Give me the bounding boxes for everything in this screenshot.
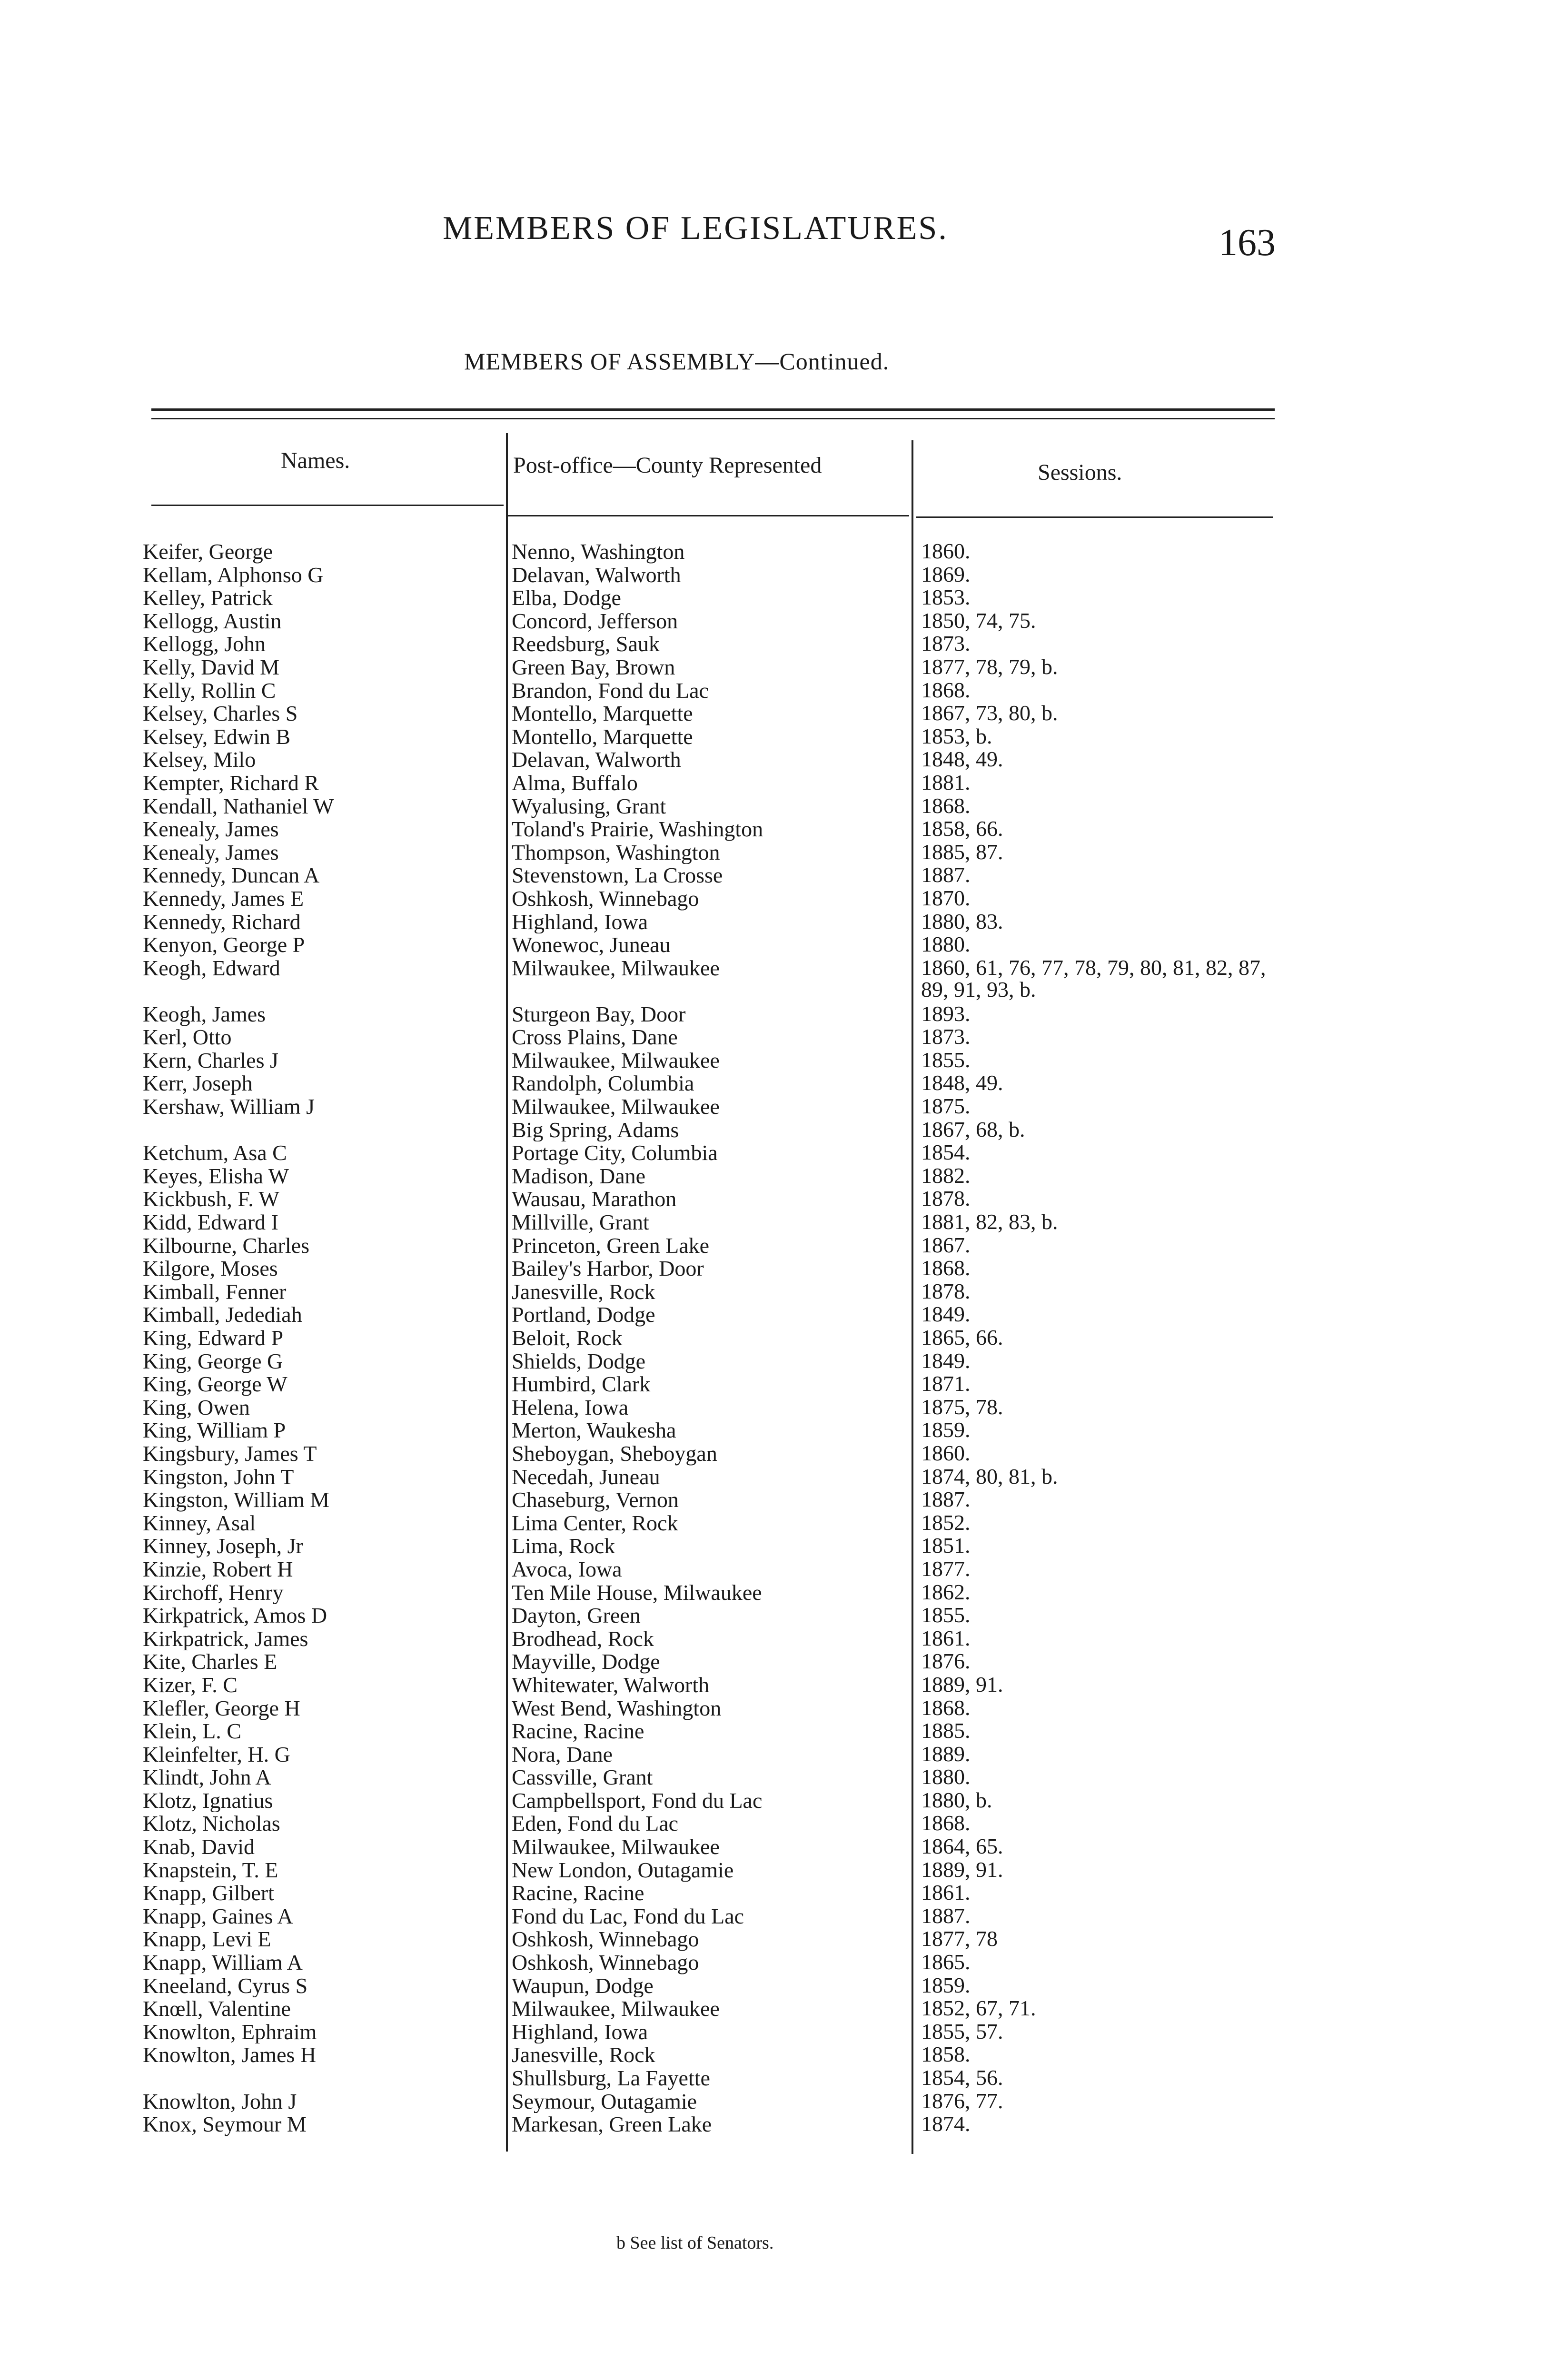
post-office-county: Merton, Waukesha [512, 1419, 676, 1442]
member-name: Kempter, Richard R [143, 771, 319, 795]
member-name: Ketchum, Asa C [143, 1141, 287, 1165]
member-name: Kelly, Rollin C [143, 679, 276, 703]
page-number: 163 [1219, 222, 1276, 264]
member-name: Klein, L. C [143, 1720, 241, 1743]
post-office-county: Nora, Dane [512, 1743, 613, 1766]
post-office-county: Sheboygan, Sheboygan [512, 1442, 717, 1466]
sessions: 1858. [921, 2042, 971, 2067]
post-office-county: Janesville, Rock [512, 2043, 655, 2067]
sessions: 1870. [921, 885, 971, 910]
member-name: Kinney, Asal [143, 1511, 256, 1535]
member-name: Keyes, Elisha W [143, 1164, 289, 1188]
sessions: 1881, 82, 83, b. [921, 1210, 1058, 1234]
sessions: 1859. [921, 1418, 971, 1442]
sessions: 1878. [921, 1279, 971, 1303]
post-office-county: Elba, Dodge [512, 586, 621, 610]
post-office-county: Janesville, Rock [512, 1280, 655, 1304]
post-office-county: Delavan, Walworth [512, 748, 681, 772]
member-name: Keogh, Edward [143, 956, 280, 980]
member-name: Kinzie, Robert H [143, 1557, 293, 1581]
post-office-county: Montello, Marquette [512, 725, 693, 749]
table-row [0, 795, 1546, 818]
post-office-county: Whitewater, Walworth [512, 1673, 710, 1697]
table-row [0, 957, 1546, 1003]
member-name: Knœll, Valentine [143, 1997, 291, 2021]
post-office-county: Reedsburg, Sauk [512, 633, 660, 656]
member-name: Kneeland, Cyrus S [143, 1974, 308, 1998]
post-office-county: Milwaukee, Milwaukee [512, 1997, 720, 2021]
member-name: King, William P [143, 1419, 286, 1442]
sessions: 1861. [921, 1880, 971, 1905]
post-office-county: Eden, Fond du Lac [512, 1812, 679, 1836]
post-office-county: Fond du Lac, Fond du Lac [512, 1904, 744, 1928]
sessions: 1873. [921, 631, 971, 656]
sessions: 1854, 56. [921, 2065, 1003, 2090]
member-name: Kilbourne, Charles [143, 1234, 310, 1258]
sessions: 1874, 80, 81, b. [921, 1464, 1058, 1488]
sessions: 1862. [921, 1579, 971, 1604]
sessions: 1868. [921, 793, 971, 818]
table-row [0, 1627, 1546, 1651]
table-row [0, 1396, 1546, 1419]
sessions: 1882. [921, 1163, 971, 1188]
post-office-county: Green Bay, Brown [512, 655, 675, 679]
table-row [0, 1974, 1546, 1998]
member-name: Kilgore, Moses [143, 1257, 278, 1280]
table-row [0, 1419, 1546, 1442]
table-row [0, 1257, 1546, 1280]
table-row [0, 1928, 1546, 1951]
sessions: 1861. [921, 1626, 971, 1650]
sessions: 1880, b. [921, 1787, 992, 1812]
post-office-county: Oshkosh, Winnebago [512, 887, 699, 911]
member-name: Knapp, Gilbert [143, 1882, 274, 1905]
member-name: Kellam, Alphonso G [143, 563, 324, 587]
post-office-county: Racine, Racine [512, 1720, 644, 1743]
table-row [0, 2067, 1546, 2090]
post-office-county: Stevenstown, La Crosse [512, 864, 723, 887]
column-header-names: Names. [281, 448, 350, 473]
table-row [0, 1835, 1546, 1859]
table-row [0, 1812, 1546, 1835]
table-row [0, 725, 1546, 749]
post-office-county: Randolph, Columbia [512, 1072, 694, 1096]
table-row [0, 1119, 1546, 1142]
sessions: 1855. [921, 1603, 971, 1627]
table-row [0, 1882, 1546, 1905]
member-name: Kenyon, George P [143, 933, 305, 957]
table-row [0, 1512, 1546, 1535]
sessions: 1878. [921, 1186, 971, 1211]
table-row [0, 1026, 1546, 1049]
post-office-county: Big Spring, Adams [512, 1118, 679, 1142]
member-name: Kendall, Nathaniel W [143, 794, 334, 818]
members-table-body [0, 540, 1546, 2136]
post-office-county: Thompson, Washington [512, 841, 720, 864]
sessions: 1860. [921, 1440, 971, 1465]
sessions: 1874. [921, 2112, 971, 2136]
table-row [0, 656, 1546, 679]
table-row [0, 1604, 1546, 1627]
post-office-county: Madison, Dane [512, 1164, 646, 1188]
sessions: 1867, 68, b. [921, 1117, 1025, 1141]
sessions: 1875, 78. [921, 1394, 1003, 1419]
table-row [0, 610, 1546, 633]
member-name: Knowlton, Ephraim [143, 2020, 317, 2044]
member-name: Kenealy, James [143, 841, 279, 864]
header-rule-names [151, 505, 504, 506]
sessions: 1860. [921, 539, 971, 563]
member-name: Kite, Charles E [143, 1650, 277, 1674]
post-office-county: Ten Mile House, Milwaukee [512, 1581, 762, 1605]
table-row [0, 1743, 1546, 1766]
sessions: 1875. [921, 1094, 971, 1119]
table-row [0, 2043, 1546, 2067]
post-office-county: Seymour, Outagamie [512, 2090, 697, 2113]
member-name: Klindt, John A [143, 1766, 271, 1789]
member-name: Kleinfelter, H. G [143, 1743, 290, 1766]
header-rule-post [507, 515, 909, 516]
table-row [0, 772, 1546, 795]
table-row [0, 1373, 1546, 1396]
post-office-county: Dayton, Green [512, 1604, 641, 1627]
top-double-rule [151, 408, 1275, 411]
sessions: 1877, 78, 79, b. [921, 654, 1058, 679]
post-office-county: Campbellsport, Fond du Lac [512, 1789, 763, 1813]
post-office-county: Highland, Iowa [512, 2020, 648, 2044]
sessions: 1853. [921, 585, 971, 610]
member-name: Knapp, Levi E [143, 1928, 271, 1952]
member-name: Knapp, William A [143, 1951, 303, 1974]
sessions: 1887. [921, 1487, 971, 1512]
member-name: Kerl, Otto [143, 1026, 232, 1049]
sessions: 1880, 83. [921, 909, 1003, 933]
member-name: Kern, Charles J [143, 1049, 278, 1072]
member-name: King, George G [143, 1349, 283, 1373]
sessions: 1885. [921, 1718, 971, 1743]
member-name: Knowlton, James H [143, 2043, 317, 2067]
member-name: Knox, Seymour M [143, 2113, 307, 2136]
sessions: 1849. [921, 1348, 971, 1373]
member-name: Kelly, David M [143, 655, 280, 679]
table-row [0, 911, 1546, 934]
table-row [0, 1165, 1546, 1188]
table-row [0, 1234, 1546, 1258]
table-row [0, 1350, 1546, 1373]
post-office-county: Avoca, Iowa [512, 1557, 622, 1581]
header-rule-sessions [916, 516, 1273, 518]
sessions: 1850, 74, 75. [921, 608, 1036, 633]
post-office-county: Milwaukee, Milwaukee [512, 1835, 720, 1859]
table-row [0, 679, 1546, 703]
member-name: Knab, David [143, 1835, 255, 1859]
post-office-county: Brodhead, Rock [512, 1627, 654, 1651]
sessions: 1853, b. [921, 724, 992, 748]
table-row [0, 864, 1546, 887]
member-name: Kershaw, William J [143, 1095, 315, 1119]
post-office-county: Lima Center, Rock [512, 1511, 678, 1535]
member-name: Kingston, John T [143, 1465, 294, 1489]
sessions: 1887. [921, 1903, 971, 1928]
sessions: 1855. [921, 1047, 971, 1072]
sessions: 1893. [921, 1001, 971, 1026]
sessions: 1854. [921, 1140, 971, 1165]
post-office-county: Milwaukee, Milwaukee [512, 1049, 720, 1072]
table-row [0, 1188, 1546, 1211]
member-name: Kelsey, Edwin B [143, 725, 291, 749]
post-office-county: West Bend, Washington [512, 1696, 722, 1720]
table-row [0, 1905, 1546, 1928]
member-name: Kenealy, James [143, 818, 279, 841]
post-office-county: New London, Outagamie [512, 1858, 734, 1882]
sessions: 1877. [921, 1556, 971, 1581]
post-office-county: Oshkosh, Winnebago [512, 1928, 699, 1952]
sessions: 1876, 77. [921, 2088, 1003, 2113]
post-office-county: Shullsburg, La Fayette [512, 2067, 710, 2090]
post-office-county: Helena, Iowa [512, 1396, 629, 1419]
sessions: 1885, 87. [921, 839, 1003, 864]
sessions: 1849. [921, 1302, 971, 1327]
sessions: 1873. [921, 1024, 971, 1049]
table-row [0, 1488, 1546, 1512]
member-name: Knapp, Gaines A [143, 1904, 293, 1928]
table-row [0, 933, 1546, 957]
table-row [0, 1650, 1546, 1674]
member-name: Kellogg, Austin [143, 609, 282, 633]
member-name: Kelley, Patrick [143, 586, 273, 610]
member-name: King, Owen [143, 1396, 250, 1419]
post-office-county: Oshkosh, Winnebago [512, 1951, 699, 1974]
table-row [0, 1766, 1546, 1789]
member-name: Kingston, William M [143, 1488, 330, 1512]
table-row [0, 1141, 1546, 1165]
sessions: 1848, 49. [921, 1071, 1003, 1095]
post-office-county: Sturgeon Bay, Door [512, 1002, 686, 1026]
post-office-county: Necedah, Juneau [512, 1465, 660, 1489]
sessions: 1868. [921, 1811, 971, 1835]
member-name: Klotz, Ignatius [143, 1789, 273, 1813]
member-name: Kirchoff, Henry [143, 1581, 284, 1605]
member-name: Kennedy, James E [143, 887, 304, 911]
table-row [0, 1095, 1546, 1119]
sessions: 1855, 57. [921, 2019, 1003, 2043]
table-row [0, 1558, 1546, 1581]
sessions: 1851. [921, 1533, 971, 1558]
member-name: Kidd, Edward I [143, 1211, 278, 1234]
table-row [0, 1003, 1546, 1026]
member-name: Kirkpatrick, Amos D [143, 1604, 327, 1627]
post-office-county: Princeton, Green Lake [512, 1234, 710, 1258]
table-row [0, 1466, 1546, 1489]
member-name: King, Edward P [143, 1327, 284, 1350]
sessions: 1889. [921, 1741, 971, 1766]
member-name: Kennedy, Richard [143, 910, 301, 934]
sessions: 1859. [921, 1973, 971, 1997]
member-name: Kellogg, John [143, 633, 266, 656]
table-row [0, 2090, 1546, 2113]
post-office-county: Highland, Iowa [512, 910, 648, 934]
member-name: Kelsey, Charles S [143, 702, 298, 725]
member-name: Kimball, Jedediah [143, 1303, 302, 1327]
post-office-county: Toland's Prairie, Washington [512, 818, 763, 841]
sessions: 1868. [921, 1256, 971, 1280]
post-office-county: Delavan, Walworth [512, 563, 681, 587]
member-name: King, George W [143, 1373, 287, 1396]
table-row [0, 1581, 1546, 1605]
post-office-county: Cassville, Grant [512, 1766, 653, 1789]
sessions: 1860, 61, 76, 77, 78, 79, 80, 81, 82, 87, 89, 91, 93, b. [921, 955, 1266, 1002]
post-office-county: Cross Plains, Dane [512, 1026, 678, 1049]
post-office-county: Concord, Jefferson [512, 609, 678, 633]
table-row [0, 887, 1546, 911]
top-double-rule-inner [151, 418, 1275, 419]
post-office-county: Brandon, Fond du Lac [512, 679, 709, 703]
table-row [0, 818, 1546, 841]
post-office-county: Alma, Buffalo [512, 771, 638, 795]
sessions: 1880. [921, 1765, 971, 1789]
post-office-county: Chaseburg, Vernon [512, 1488, 679, 1512]
sessions: 1881. [921, 770, 971, 794]
table-row [0, 1211, 1546, 1234]
table-row [0, 540, 1546, 564]
post-office-county: Montello, Marquette [512, 702, 693, 725]
table-row [0, 2021, 1546, 2044]
sessions: 1867, 73, 80, b. [921, 701, 1058, 725]
table-row [0, 841, 1546, 864]
page-title: MEMBERS OF LEGISLATURES. [443, 210, 948, 247]
footnote: b See list of Senators. [616, 2233, 774, 2253]
post-office-county: Wyalusing, Grant [512, 794, 666, 818]
post-office-county: Lima, Rock [512, 1535, 615, 1558]
sessions: 1887. [921, 863, 971, 887]
sessions: 1848, 49. [921, 747, 1003, 772]
post-office-county: Bailey's Harbor, Door [512, 1257, 704, 1280]
table-subtitle: MEMBERS OF ASSEMBLY—Continued. [464, 348, 890, 375]
table-row [0, 1951, 1546, 1974]
post-office-county: Wonewoc, Juneau [512, 933, 671, 957]
table-row [0, 1442, 1546, 1466]
member-name: Kingsbury, James T [143, 1442, 317, 1466]
sessions: 1858, 66. [921, 816, 1003, 841]
member-name: Keifer, George [143, 540, 273, 564]
member-name: Kelsey, Milo [143, 748, 256, 772]
member-name: Kimball, Fenner [143, 1280, 287, 1304]
table-row [0, 1303, 1546, 1327]
table-row [0, 564, 1546, 587]
member-name: Kickbush, F. W [143, 1188, 279, 1211]
sessions: 1864, 65. [921, 1834, 1003, 1859]
sessions: 1871. [921, 1371, 971, 1396]
post-office-county: Wausau, Marathon [512, 1188, 677, 1211]
sessions: 1877, 78 [921, 1926, 998, 1951]
column-header-post-office: Post-office—County Represented [513, 453, 822, 478]
sessions: 1868. [921, 677, 971, 702]
table-row [0, 586, 1546, 610]
post-office-county: Portage City, Columbia [512, 1141, 718, 1165]
sessions: 1889, 91. [921, 1672, 1003, 1696]
post-office-county: Milwaukee, Milwaukee [512, 1095, 720, 1119]
post-office-county: Waupun, Dodge [512, 1974, 654, 1998]
sessions: 1865, 66. [921, 1325, 1003, 1349]
post-office-county: Shields, Dodge [512, 1349, 646, 1373]
post-office-county: Milwaukee, Milwaukee [512, 956, 720, 980]
post-office-county: Beloit, Rock [512, 1327, 623, 1350]
table-row [0, 633, 1546, 656]
post-office-county: Portland, Dodge [512, 1303, 655, 1327]
table-row [0, 748, 1546, 772]
table-row [0, 1789, 1546, 1813]
sessions: 1852, 67, 71. [921, 1996, 1036, 2021]
sessions: 1868. [921, 1695, 971, 1720]
member-name: Kinney, Joseph, Jr [143, 1535, 303, 1558]
table-row [0, 1072, 1546, 1095]
member-name: Kirkpatrick, James [143, 1627, 308, 1651]
table-row [0, 2113, 1546, 2136]
sessions: 1869. [921, 562, 971, 586]
post-office-county: Racine, Racine [512, 1882, 644, 1905]
table-row [0, 1280, 1546, 1304]
sessions: 1876. [921, 1649, 971, 1674]
column-header-sessions: Sessions. [1038, 460, 1122, 485]
post-office-county: Humbird, Clark [512, 1373, 651, 1396]
member-name: Klotz, Nicholas [143, 1812, 280, 1836]
table-row [0, 1049, 1546, 1072]
member-name: Klefler, George H [143, 1696, 300, 1720]
table-row [0, 1674, 1546, 1697]
sessions: 1867. [921, 1232, 971, 1257]
table-row [0, 1697, 1546, 1720]
member-name: Keogh, James [143, 1002, 266, 1026]
sessions: 1889, 91. [921, 1857, 1003, 1882]
member-name: Knapstein, T. E [143, 1858, 278, 1882]
table-row [0, 1327, 1546, 1350]
member-name: Knowlton, John J [143, 2090, 297, 2113]
table-row [0, 702, 1546, 725]
post-office-county: Millville, Grant [512, 1211, 649, 1234]
member-name: Kerr, Joseph [143, 1072, 253, 1096]
post-office-county: Nenno, Washington [512, 540, 685, 564]
sessions: 1865. [921, 1950, 971, 1974]
sessions: 1880. [921, 932, 971, 957]
post-office-county: Markesan, Green Lake [512, 2113, 712, 2136]
member-name: Kennedy, Duncan A [143, 864, 320, 887]
table-row [0, 1859, 1546, 1882]
table-row [0, 1720, 1546, 1743]
table-row [0, 1535, 1546, 1558]
sessions: 1852. [921, 1510, 971, 1535]
member-name: Kizer, F. C [143, 1673, 238, 1697]
post-office-county: Mayville, Dodge [512, 1650, 660, 1674]
table-row [0, 1997, 1546, 2021]
